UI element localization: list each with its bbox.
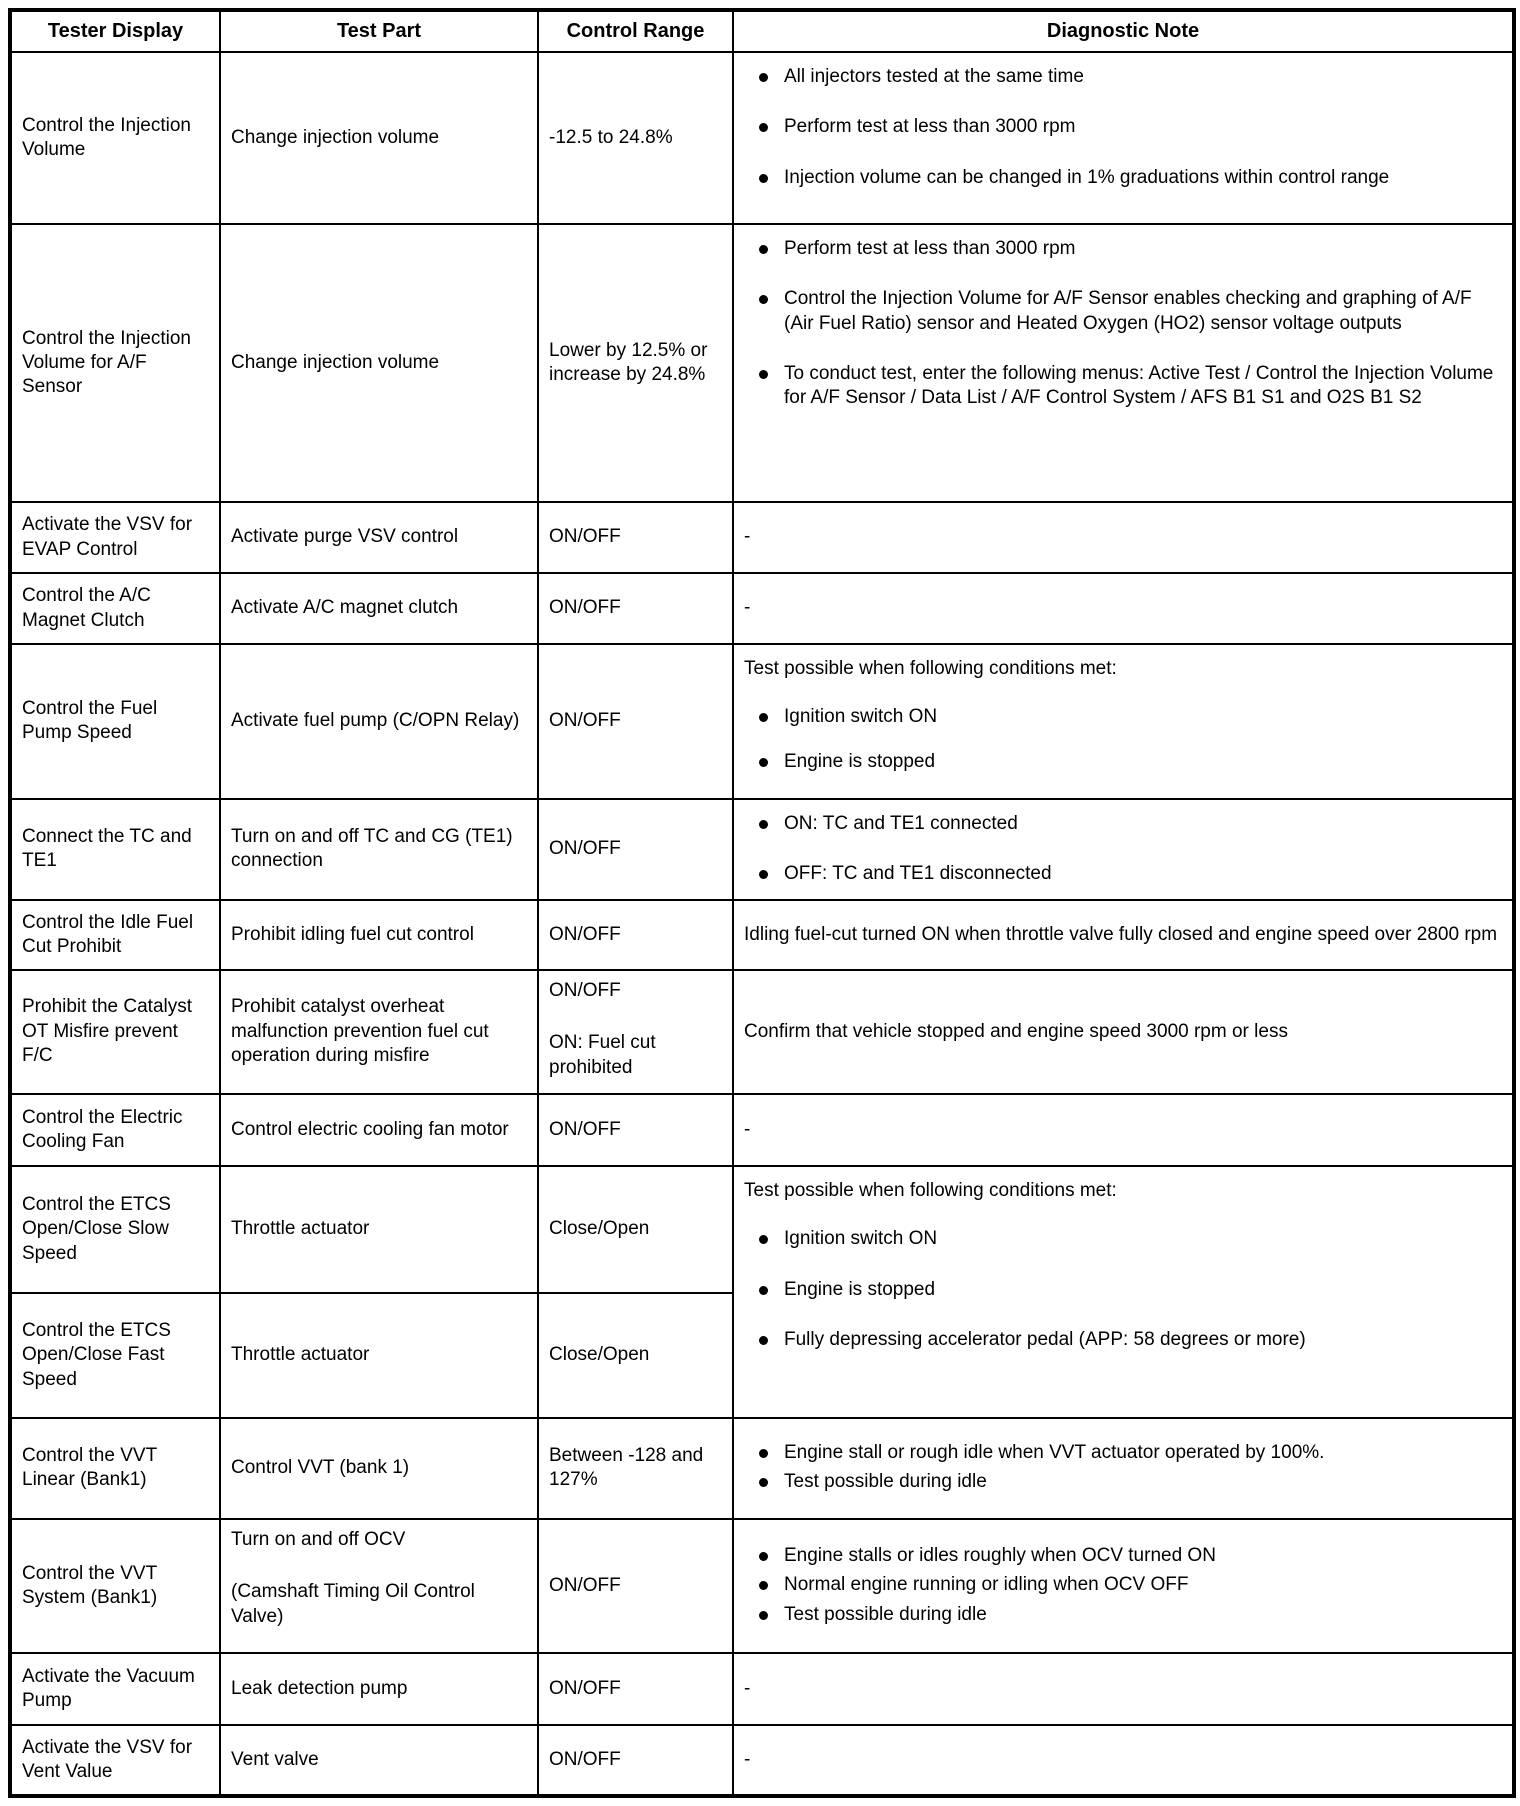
col-header-diagnostic-note: Diagnostic Note xyxy=(733,10,1514,52)
bullet-item: Fully depressing accelerator pedal (APP: 58 degrees or more) xyxy=(744,1328,1502,1352)
bullet-item: Injection volume can be changed in 1% graduations within control range xyxy=(744,166,1502,190)
table-row xyxy=(10,644,1514,799)
cell-control-range: Between -128 and 127% xyxy=(538,1418,733,1519)
table-row xyxy=(10,799,1514,900)
cell-test-part: Change injection volume xyxy=(220,224,538,502)
header-row xyxy=(10,10,1514,52)
cell-tester-display: Activate the VSV for Vent Value xyxy=(10,1725,220,1796)
cell-control-range: ON/OFF xyxy=(538,644,733,799)
part-line: (Camshaft Timing Oil Control Valve) xyxy=(231,1581,475,1627)
cell-control-range: ON/OFF xyxy=(538,573,733,644)
cell-control-range xyxy=(538,970,733,1094)
cell-test-part: Prohibit idling fuel cut control xyxy=(220,900,538,970)
cell-control-range: Lower by 12.5% or increase by 24.8% xyxy=(538,224,733,502)
cell-test-part: Turn on and off TC and CG (TE1) connection xyxy=(220,799,538,900)
cell-tester-display: Control the ETCS Open/Close Fast Speed xyxy=(10,1293,220,1418)
cell-tester-display: Control the ETCS Open/Close Slow Speed xyxy=(10,1166,220,1293)
bullet-item: Normal engine running or idling when OCV OFF xyxy=(744,1573,1502,1597)
cell-diagnostic-note: - xyxy=(733,1725,1514,1796)
cell-test-part: Control electric cooling fan motor xyxy=(220,1094,538,1166)
cell-diagnostic-note xyxy=(733,224,1514,502)
bullet-list xyxy=(744,65,1502,190)
table-row xyxy=(10,1653,1514,1725)
cell-diagnostic-note: - xyxy=(733,573,1514,644)
bullet-item: ON: TC and TE1 connected xyxy=(744,812,1502,836)
bullet-item: Control the Injection Volume for A/F Sensor enables checking and graphing of A/F (Air Fuel Ratio) sensor and Heated Oxygen (HO2) sensor voltage outputs xyxy=(744,287,1502,336)
table-row xyxy=(10,1166,1514,1293)
bullet-list xyxy=(744,237,1502,411)
cell-control-range: ON/OFF xyxy=(538,1519,733,1653)
bullet-item: Engine stall or rough idle when VVT actuator operated by 100%. xyxy=(744,1441,1502,1465)
bullet-item: To conduct test, enter the following menus: Active Test / Control the Injection Volume for A/F Sensor / Data List / A/F Control System / AFS B1 S1 and O2S B1 S2 xyxy=(744,362,1502,411)
bullet-list xyxy=(744,1544,1502,1627)
cell-test-part: Vent valve xyxy=(220,1725,538,1796)
cell-tester-display: Control the A/C Magnet Clutch xyxy=(10,573,220,644)
bullet-list xyxy=(744,1227,1502,1352)
cell-tester-display: Connect the TC and TE1 xyxy=(10,799,220,900)
cell-control-range: ON/OFF xyxy=(538,1653,733,1725)
table-row xyxy=(10,573,1514,644)
bullet-item: Ignition switch ON xyxy=(744,1227,1502,1251)
range-line: ON/OFF xyxy=(549,979,621,1001)
cell-tester-display: Control the Electric Cooling Fan xyxy=(10,1094,220,1166)
col-header-test-part: Test Part xyxy=(220,10,538,52)
bullet-item: Ignition switch ON xyxy=(744,705,1502,729)
cell-tester-display: Control the Idle Fuel Cut Prohibit xyxy=(10,900,220,970)
table-row xyxy=(10,1725,1514,1796)
table-row xyxy=(10,900,1514,970)
cell-tester-display: Control the VVT Linear (Bank1) xyxy=(10,1418,220,1519)
cell-control-range: ON/OFF xyxy=(538,799,733,900)
cell-diagnostic-note: - xyxy=(733,1653,1514,1725)
table-row xyxy=(10,1418,1514,1519)
bullet-item: Perform test at less than 3000 rpm xyxy=(744,237,1502,261)
bullet-list xyxy=(744,705,1502,774)
cell-test-part: Throttle actuator xyxy=(220,1293,538,1418)
cell-control-range: ON/OFF xyxy=(538,1094,733,1166)
cell-test-part: Prohibit catalyst overheat malfunction prevention fuel cut operation during misfire xyxy=(220,970,538,1094)
table-row xyxy=(10,970,1514,1094)
cell-control-range: ON/OFF xyxy=(538,900,733,970)
note-intro: Test possible when following conditions met: xyxy=(744,1179,1117,1201)
bullet-item: Engine is stopped xyxy=(744,1278,1502,1302)
table-row xyxy=(10,1094,1514,1166)
bullet-list xyxy=(744,812,1502,887)
part-line: Turn on and off OCV xyxy=(231,1528,406,1550)
cell-diagnostic-note xyxy=(733,644,1514,799)
cell-test-part: Activate A/C magnet clutch xyxy=(220,573,538,644)
range-line: ON: Fuel cut prohibited xyxy=(549,1032,656,1078)
cell-control-range: ON/OFF xyxy=(538,1725,733,1796)
cell-diagnostic-note xyxy=(733,799,1514,900)
col-header-control-range: Control Range xyxy=(538,10,733,52)
cell-tester-display: Control the Injection Volume xyxy=(10,52,220,224)
bullet-item: OFF: TC and TE1 disconnected xyxy=(744,862,1502,886)
cell-tester-display: Control the Injection Volume for A/F Sensor xyxy=(10,224,220,502)
cell-tester-display: Activate the Vacuum Pump xyxy=(10,1653,220,1725)
cell-diagnostic-note: - xyxy=(733,1094,1514,1166)
cell-diagnostic-note xyxy=(733,1519,1514,1653)
bullet-item: Engine stalls or idles roughly when OCV turned ON xyxy=(744,1544,1502,1568)
table-row xyxy=(10,52,1514,224)
cell-diagnostic-note: Idling fuel-cut turned ON when throttle valve fully closed and engine speed over 2800 rpm xyxy=(733,900,1514,970)
bullet-item: Test possible during idle xyxy=(744,1603,1502,1627)
col-header-tester-display: Tester Display xyxy=(10,10,220,52)
cell-tester-display: Activate the VSV for EVAP Control xyxy=(10,502,220,573)
bullet-list xyxy=(744,1441,1502,1495)
table-row xyxy=(10,1519,1514,1653)
cell-diagnostic-note xyxy=(733,52,1514,224)
cell-tester-display: Control the VVT System (Bank1) xyxy=(10,1519,220,1653)
cell-test-part xyxy=(220,1519,538,1653)
cell-test-part: Leak detection pump xyxy=(220,1653,538,1725)
cell-tester-display: Control the Fuel Pump Speed xyxy=(10,644,220,799)
cell-diagnostic-note: Confirm that vehicle stopped and engine speed 3000 rpm or less xyxy=(733,970,1514,1094)
cell-control-range: ON/OFF xyxy=(538,502,733,573)
cell-control-range: -12.5 to 24.8% xyxy=(538,52,733,224)
bullet-item: Engine is stopped xyxy=(744,750,1502,774)
cell-diagnostic-note: - xyxy=(733,502,1514,573)
table-row xyxy=(10,224,1514,502)
table-row xyxy=(10,502,1514,573)
bullet-item: All injectors tested at the same time xyxy=(744,65,1502,89)
cell-test-part: Throttle actuator xyxy=(220,1166,538,1293)
cell-control-range: Close/Open xyxy=(538,1293,733,1418)
cell-test-part: Activate purge VSV control xyxy=(220,502,538,573)
bullet-item: Perform test at less than 3000 rpm xyxy=(744,115,1502,139)
cell-test-part: Control VVT (bank 1) xyxy=(220,1418,538,1519)
cell-test-part: Change injection volume xyxy=(220,52,538,224)
note-intro: Test possible when following conditions met: xyxy=(744,658,1117,679)
cell-diagnostic-note xyxy=(733,1418,1514,1519)
cell-tester-display: Prohibit the Catalyst OT Misfire prevent F/C xyxy=(10,970,220,1094)
bullet-item: Test possible during idle xyxy=(744,1470,1502,1494)
cell-test-part: Activate fuel pump (C/OPN Relay) xyxy=(220,644,538,799)
cell-diagnostic-note xyxy=(733,1166,1514,1418)
cell-control-range: Close/Open xyxy=(538,1166,733,1293)
diagnostic-table xyxy=(8,8,1516,1798)
